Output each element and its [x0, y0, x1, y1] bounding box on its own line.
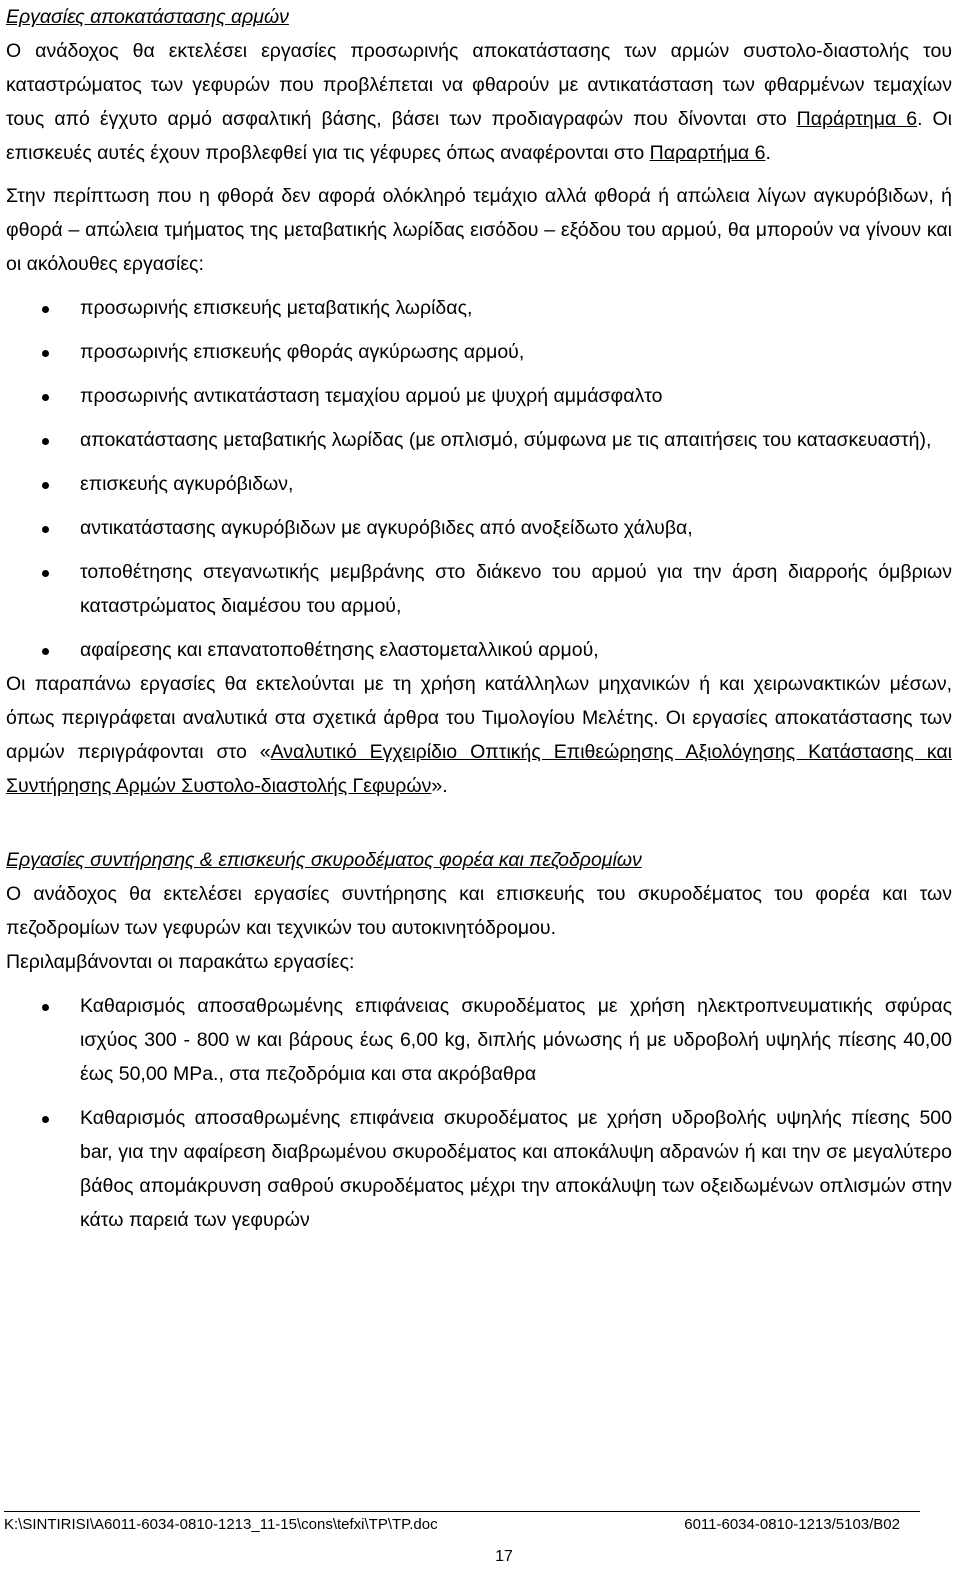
section-heading-joint-repair: Εργασίες αποκατάστασης αρμών: [6, 6, 289, 28]
bullet-icon: [42, 1116, 49, 1123]
spacer: [6, 979, 952, 989]
list-item: [6, 335, 952, 369]
text-run: Οι παραπάνω εργασίες θα εκτελούνται με τη χρήση κατάλληλων μηχανικών ή και χειρωνακτικών μέσων, όπως περιγράφεται αναλυτικά στα σχετικά άρθρα του Τιμολογίου Μελέτης. Οι εργασίες αποκατάστασης των αρμών περιγράφονται στο «: [6, 673, 952, 763]
spacer: [6, 281, 952, 291]
list-item-text: αφαίρεσης και επανατοποθέτησης ελαστομεταλλικού αρμού,: [80, 639, 599, 661]
list-item-text: αποκατάστασης μεταβατικής λωρίδας (με οπλισμό, σύμφωνα με τις απαιτήσεις του κατασκευαστή),: [80, 429, 932, 451]
bullet-icon: [42, 438, 49, 445]
list-item: [6, 1101, 952, 1237]
list-item-text: αντικατάστασης αγκυρόβιδων με αγκυρόβιδες από ανοξείδωτο χάλυβα,: [80, 517, 693, 539]
list-item-text: προσωρινής αντικατάσταση τεμαχίου αρμού με ψυχρή αμμάσφαλτο: [80, 385, 663, 407]
list-item: [6, 291, 952, 325]
paragraph-included-works: Περιλαμβάνονται οι παρακάτω εργασίες:: [6, 951, 355, 973]
bullet-icon: [42, 394, 49, 401]
paragraph-methods: [6, 667, 952, 803]
bullet-icon: [42, 306, 49, 313]
list-item-text: προσωρινής επισκευής φθοράς αγκύρωσης αρμού,: [80, 341, 525, 363]
bullet-icon: [42, 570, 49, 577]
list-item: [6, 467, 952, 501]
list-item: [6, 511, 952, 545]
footer-document-code: 6011-6034-0810-1213/5103/B02: [684, 1516, 900, 1533]
document-body: [6, 0, 952, 1237]
text-run: .: [765, 142, 771, 164]
footer-file-path: K:\SINTIRISI\A6011-6034-0810-1213_11-15\cons\tefxi\TP\TP.doc: [4, 1516, 438, 1533]
bullet-icon: [42, 350, 49, 357]
appendix-link[interactable]: Παραρτήμα 6: [649, 142, 766, 164]
list-item-text: Καθαρισμός αποσαθρωμένης επιφάνεια σκυροδέματος με χρήση υδροβολής υψηλής πίεσης 500 bar, για την αφαίρεση διαβρωμένου σκυροδέματος και αποκάλυψη αδρανών ή και την σε μεγαλύτερο βάθος απομάκρυνση σαθρού σκυροδέματος μέχρι την αποκάλυψη των οξειδωμένων οπλισμών στην κάτω παρειά των γεφυρών: [80, 1107, 952, 1231]
bullet-icon: [42, 482, 49, 489]
list-item-text: επισκευής αγκυρόβιδων,: [80, 473, 294, 495]
list-item: [6, 423, 952, 457]
text-run: . Οι επισκευές αυτές έχουν προβλεφθεί για τις γέφυρες όπως αναφέρονται στο: [6, 108, 953, 164]
list-item: [6, 633, 952, 667]
bullet-icon: [42, 526, 49, 533]
joint-works-list: [6, 291, 952, 667]
manual-link[interactable]: Αναλυτικό Εγχειρίδιο Οπτικής Επιθεώρησης Αξιολόγησης Κατάστασης και Συντήρησης Αρμών Συστολο-διαστολής Γεφυρών: [6, 741, 952, 797]
paragraph-joint-repair-intro: [6, 34, 952, 170]
text-run: Ο ανάδοχος θα εκτελέσει εργασίες προσωρινής αποκατάστασης των αρμών συστολο-διαστολής του καταστρώματος των γεφυρών που προβλέπεται να φθαρούν με αντικατάσταση των φθαρμένων τεμαχίων τους από έγχυτο αρμό ασφαλτική βάσης, βάσει των προδιαγραφών που δίνονται στο: [6, 40, 952, 130]
list-item: [6, 989, 952, 1091]
list-item-text: τοποθέτησης στεγανωτικής μεμβράνης στο διάκενο του αρμού για την άρση διαρροής όμβριων καταστρώματος διαμέσου του αρμού,: [80, 561, 952, 617]
paragraph-concrete-intro: Ο ανάδοχος θα εκτελέσει εργασίες συντήρησης και επισκευής του σκυροδέματος του φορέα και των πεζοδρομίων των γεφυρών και τεχνικών του αυτοκινητόδρομου.: [6, 883, 952, 939]
paragraph-partial-damage: Στην περίπτωση που η φθορά δεν αφορά ολόκληρό τεμάχιο αλλά φθορά ή απώλεια λίγων αγκυρόβιδων, ή φθορά – απώλεια τμήματος της μεταβατικής λωρίδας εισόδου – εξόδου του αρμού, θα μπορούν να γίνουν και οι ακόλουθες εργασίες:: [6, 185, 952, 275]
section-heading-concrete-repair: Εργασίες συντήρησης & επισκευής σκυροδέματος φορέα και πεζοδρομίων: [6, 849, 642, 871]
list-item-text: προσωρινής επισκευής μεταβατικής λωρίδας,: [80, 297, 473, 319]
bullet-icon: [42, 1004, 49, 1011]
page-number: 17: [495, 1548, 513, 1565]
list-item: [6, 379, 952, 413]
list-item: [6, 555, 952, 623]
spacer: [6, 170, 952, 179]
list-item-text: Καθαρισμός αποσαθρωμένης επιφάνειας σκυροδέματος με χρήση ηλεκτροπνευματικής σφύρας ισχύος 300 - 800 w και βάρους έως 6,00 kg, διπλής μόνωσης ή με υδροβολή υψηλής πίεσης 40,00 έως 50,00 MPa., στα πεζοδρόμια και στα ακρόβαθρα: [80, 995, 952, 1085]
concrete-works-list: [6, 989, 952, 1237]
footer-divider: [4, 1511, 920, 1512]
appendix-link[interactable]: Παράρτημα 6: [796, 108, 918, 130]
spacer: [6, 803, 952, 843]
bullet-icon: [42, 648, 49, 655]
text-run: ».: [431, 775, 448, 797]
